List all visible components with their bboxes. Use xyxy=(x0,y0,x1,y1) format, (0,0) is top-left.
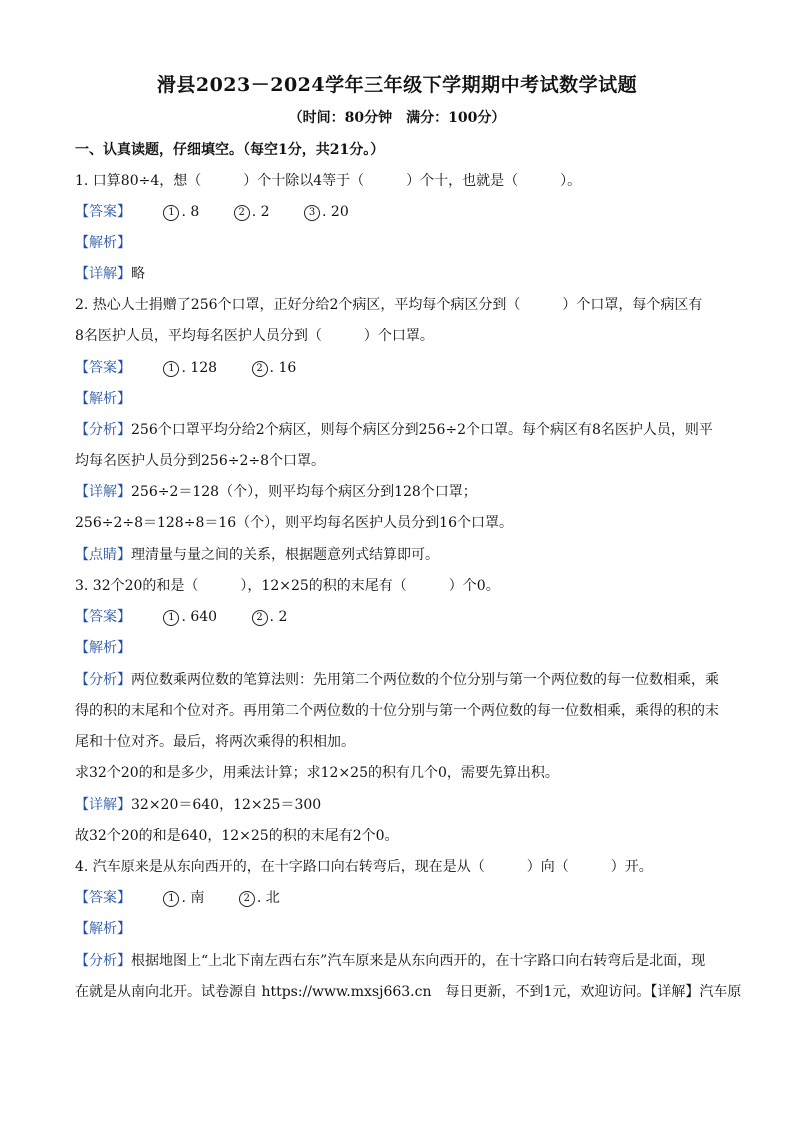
detail-row: 【详解】256÷2＝128（个），则平均每个病区分到128个口罩； xyxy=(75,484,477,500)
section-heading: 一、认真读题，仔细填空。（每空1分，共21分。） xyxy=(75,142,385,158)
jiexi-label: 【解析】 xyxy=(75,640,131,656)
answer-item: 1 . 南 xyxy=(163,888,204,908)
answer-item: 1 . 128 xyxy=(163,358,217,378)
answer-item: 1 . 8 xyxy=(163,202,199,222)
answer-row-2 xyxy=(75,358,326,378)
answer-item: 2 . 16 xyxy=(252,358,297,378)
detail-row: 256÷2÷8＝128÷8＝16（个），则平均每名医护人员分到16个口罩。 xyxy=(75,515,513,531)
detail-row: 【详解】32×20＝640，12×25＝300 xyxy=(75,797,322,813)
analysis-row: 求32个20的和是多少，用乘法计算；求12×25的积有几个0，需要先算出积。 xyxy=(75,765,559,781)
analysis-row: 在就是从南向北开。试卷源自 https://www.mxsj663.cn 每日更新，不到1元，欢迎访问。【详解】汽车原 xyxy=(75,984,742,1000)
answer-item: 2 . 北 xyxy=(239,888,280,908)
answer-label: 【答案】 xyxy=(75,204,131,220)
answer-label: 【答案】 xyxy=(75,360,131,376)
jiexi-label: 【解析】 xyxy=(75,391,131,407)
analysis-row: 尾和十位对齐。最后，将两次乘得的积相加。 xyxy=(75,734,355,750)
answer-label: 【答案】 xyxy=(75,609,131,625)
detail-row: 故32个20的和是640，12×25的积的末尾有2个0。 xyxy=(75,828,399,844)
point-row: 【点睛】理清量与量之间的关系，根据题意列式结算即可。 xyxy=(75,547,439,563)
analysis-row: 【分析】256个口罩平均分给2个病区，则每个病区分到256÷2个口罩。每个病区有8名医护人员，则平 xyxy=(75,422,713,438)
answer-row-4 xyxy=(75,888,310,908)
detail-row: 【详解】略 xyxy=(75,266,145,282)
jiexi-label: 【解析】 xyxy=(75,921,131,937)
analysis-row: 【分析】根据地图上“上北下南左西右东”汽车原来是从东向西开的，在十字路口向右转弯后是北面，现 xyxy=(75,953,706,969)
page-title: 滑县2023－2024学年三年级下学期期中考试数学试题 xyxy=(156,74,638,96)
analysis-row: 均每名医护人员分到256÷2÷8个口罩。 xyxy=(75,453,325,469)
question-4: 4. 汽车原来是从东向西开的，在十字路口向右转弯后，现在是从（ ）向（ ）开。 xyxy=(75,859,653,875)
analysis-row: 【分析】两位数乘两位数的笔算法则：先用第二个两位数的个位分别与第一个两位数的每一位数相乘，乘 xyxy=(75,672,719,688)
exam-subtitle: （时间：80分钟 满分：100分） xyxy=(288,110,506,126)
answer-label: 【答案】 xyxy=(75,890,131,906)
answer-item: 2 . 2 xyxy=(252,607,288,627)
answer-item: 1 . 640 xyxy=(163,607,217,627)
answer-row-3 xyxy=(75,607,317,627)
answer-item: 2 . 2 xyxy=(234,202,270,222)
answer-item: 3 . 20 xyxy=(304,202,349,222)
question-2-line-1: 2. 热心人士捐赠了256个口罩，正好分给2个病区，平均每个病区分到（ ）个口罩，每个病区有 xyxy=(75,297,703,313)
question-1: 1. 口算80÷4，想（ ）个十除以4等于（ ）个十，也就是（ ）。 xyxy=(75,173,582,189)
answer-row-1 xyxy=(75,202,379,222)
jiexi-label: 【解析】 xyxy=(75,235,131,251)
question-3: 3. 32个20的和是（ ），12×25的积的末尾有（ ）个0。 xyxy=(75,578,500,594)
question-2-line-2: 8名医护人员，平均每名医护人员分到（ ）个口罩。 xyxy=(75,328,434,344)
analysis-row: 得的积的末尾和个位对齐。再用第二个两位数的十位分别与第一个两位数的每一位数相乘，乘得的积的末 xyxy=(75,703,719,719)
